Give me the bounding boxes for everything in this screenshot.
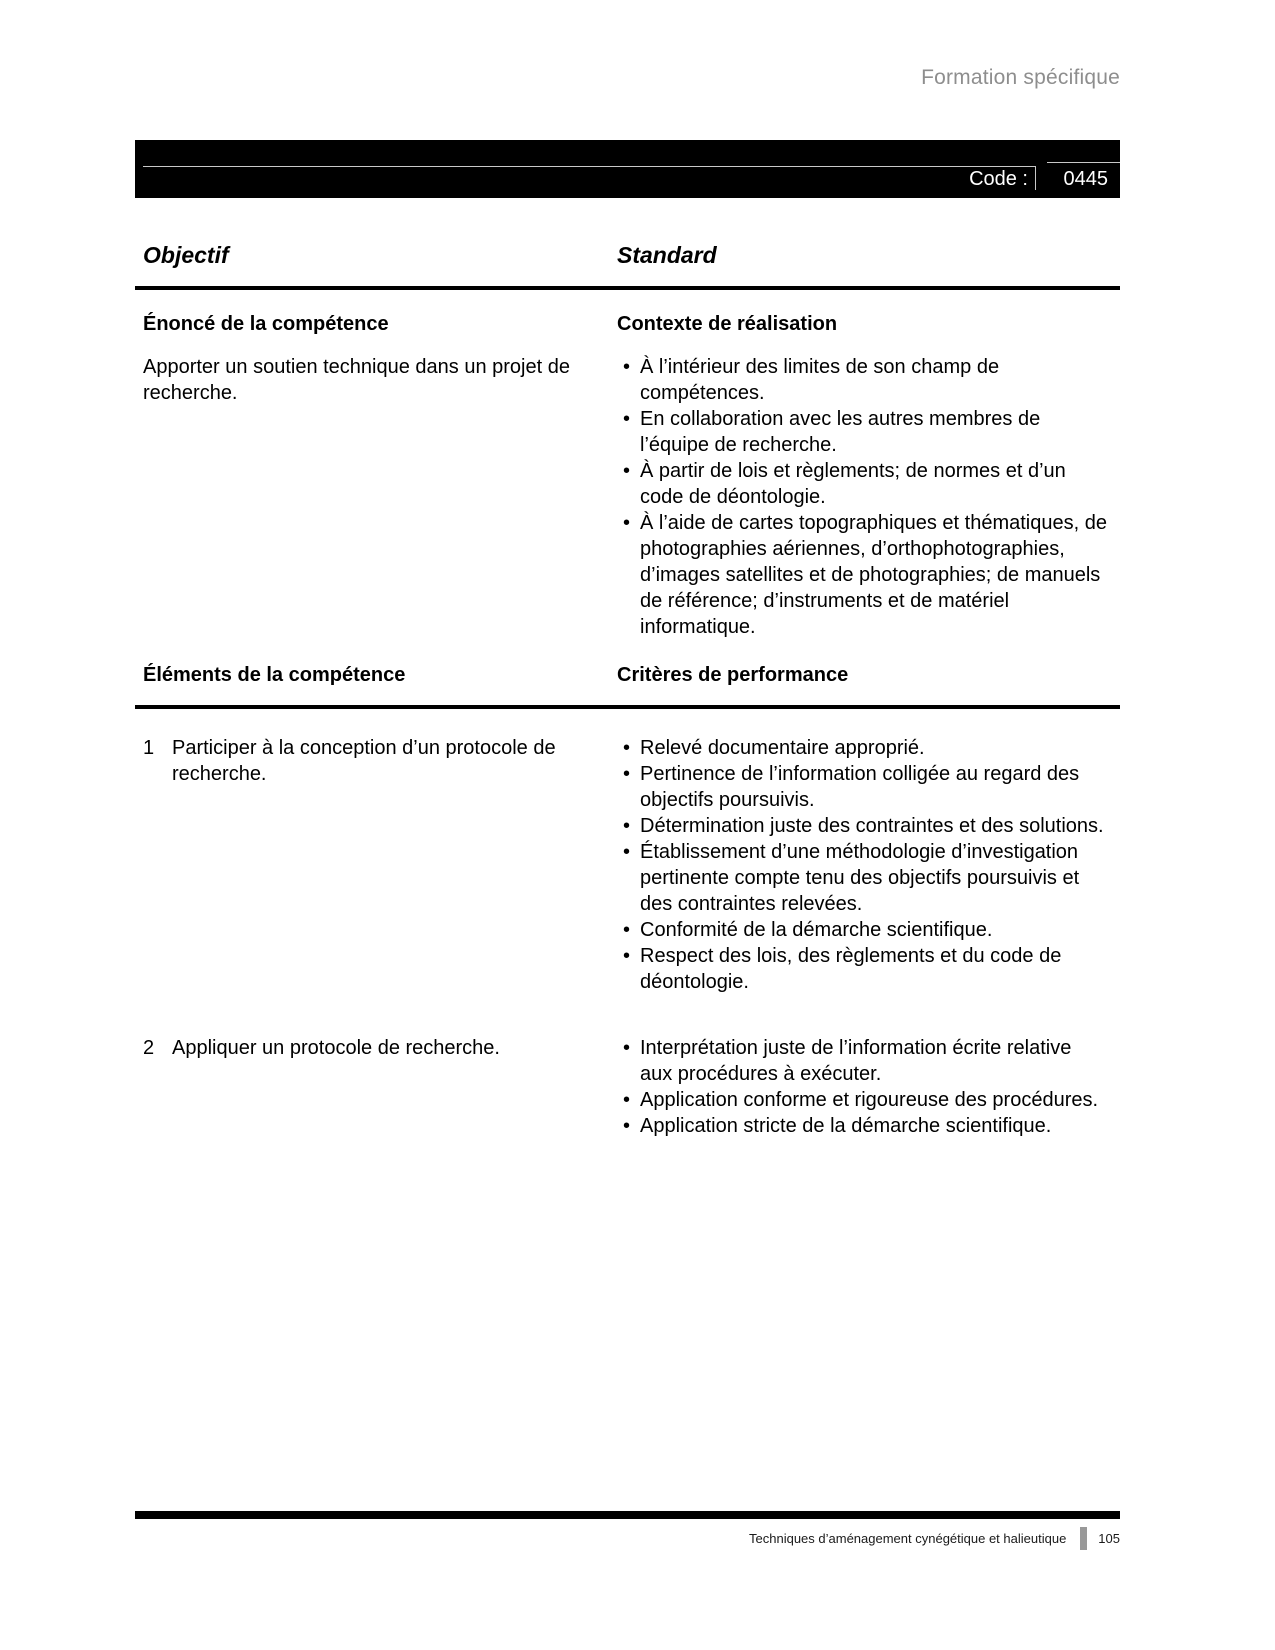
elements-criteria-header-row [135,661,1120,709]
objective-standard-header-row [135,240,1120,290]
criteres-heading: Critères de performance [617,664,849,686]
criterion-bullet: • Conformité de la démarche scientifique. [640,917,1108,943]
criterion-bullet: • Application stricte de la démarche scientifique. [640,1113,1108,1139]
criteria-bullet-list [617,1035,1108,1139]
competency-context-row [135,354,1120,640]
context-bullet: • À l’intérieur des limites de son champ de compétences. [640,354,1108,406]
standard-heading: Standard [617,242,717,268]
element-row-1 [135,735,1120,995]
criterion-bullet: • Application conforme et rigoureuse des procédures. [640,1087,1108,1113]
context-bullet: • En collaboration avec les autres membres de l’équipe de recherche. [640,406,1108,458]
footer-separator-bar [1080,1527,1087,1550]
context-bullet-list [617,354,1108,640]
elements-heading: Éléments de la compétence [143,664,406,686]
criterion-bullet: • Respect des lois, des règlements et du code de déontologie. [640,943,1108,995]
element-number: 2 [143,1037,155,1059]
banner-divider-line [143,166,1035,167]
subheadings-row [135,313,1120,336]
code-label: Code : [969,168,1028,190]
objectif-heading: Objectif [143,242,229,268]
banner-cell-tick [1035,166,1036,190]
code-cell-top-line [1047,162,1120,163]
criterion-bullet: • Interprétation juste de l’information écrite relative aux procédures à exécuter. [640,1035,1108,1087]
element-text: Appliquer un protocole de recherche. [172,1037,500,1059]
code-banner [135,140,1120,198]
criteria-bullet-list [617,735,1108,995]
element-row-2 [135,1035,1120,1139]
element-text: Participer à la conception d’un protocole de recherche. [172,737,556,785]
contexte-subheading: Contexte de réalisation [617,313,838,335]
criterion-bullet: • Établissement d’une méthodologie d’investigation pertinente compte tenu des objectifs poursuivis et des contraintes relevées. [640,839,1108,917]
context-bullet: • À l’aide de cartes topographiques et thématiques, de photographies aériennes, d’orthophotographies, d’images satellites et de photographies; de manuels de référence; d’instruments et de matériel informatique. [640,510,1108,640]
competency-statement: Apporter un soutien technique dans un projet de recherche. [143,356,570,404]
footer-program-title: Techniques d’aménagement cynégétique et halieutique [749,1531,1067,1546]
element-item [143,735,617,787]
criterion-bullet: • Détermination juste des contraintes et des solutions. [640,813,1108,839]
enonce-subheading: Énoncé de la compétence [143,313,389,335]
footer-rule [135,1511,1120,1519]
code-value: 0445 [1063,168,1108,190]
running-head: Formation spécifique [921,66,1120,89]
footer [749,1527,1120,1550]
context-bullet: • À partir de lois et règlements; de normes et d’un code de déontologie. [640,458,1108,510]
criterion-bullet: • Pertinence de l’information colligée au regard des objectifs poursuivis. [640,761,1108,813]
footer-page-number: 105 [1098,1531,1120,1546]
element-number: 1 [143,737,155,759]
criterion-bullet: • Relevé documentaire approprié. [640,735,1108,761]
element-item [143,1035,617,1061]
